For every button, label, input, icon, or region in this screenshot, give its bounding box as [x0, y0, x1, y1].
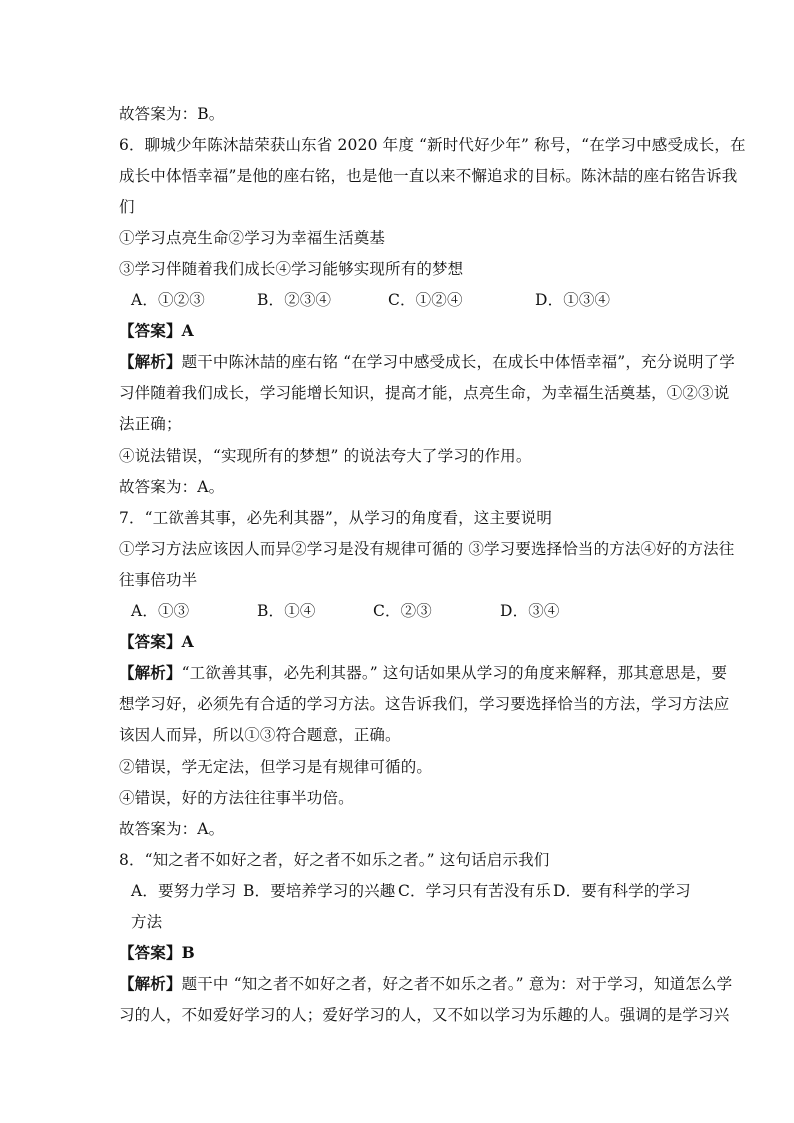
q7-statement-line-2: 往事倍功半 [119, 571, 198, 589]
q6-option-a: A．①②③ [131, 291, 205, 309]
q7-analysis-label: 【解析】 [119, 663, 182, 682]
q8-analysis-line-2: 习的人，不如爱好学习的人；爱好学习的人，又不如以学习为乐趣的人。强调的是学习兴 [119, 1006, 730, 1024]
q7-answer-label: 【答案】 [119, 632, 182, 651]
q6-analysis-label: 【解析】 [119, 352, 182, 371]
q7-statement-line-1: ①学习方法应该因人而异②学习是没有规律可循的 ③学习要选择恰当的方法④好的方法往 [119, 540, 735, 558]
q6-analysis-line-3: 法正确； [119, 415, 182, 433]
q6-stem-line-3: 们 [119, 198, 135, 216]
q6-analysis-line-4: ④说法错误，“实现所有的梦想” 的说法夸大了学习的作用。 [119, 447, 532, 465]
q7-answer [119, 632, 679, 652]
q8-options [119, 881, 691, 901]
q7-analysis-line-4: ②错误，学无定法，但学习是有规律可循的。 [119, 758, 433, 776]
q6-options [119, 290, 679, 310]
q8-answer [119, 943, 679, 963]
q8-stem-line-1: 8．“知之者不如好之者，好之者不如乐之者。” 这句话启示我们 [119, 851, 550, 869]
q6-option-b: B．②③④ [257, 291, 332, 309]
q7-option-a: A．①③ [131, 602, 190, 620]
q7-analysis-text-1: “工欲善其事，必先利其器。” 这句话如果从学习的角度来解释，那其意思是，要 [181, 664, 728, 682]
q7-analysis-line-3: 该因人而异，所以①③符合题意，正确。 [119, 726, 401, 744]
q6-statement-line-1: ①学习点亮生命②学习为幸福生活奠基 [119, 229, 386, 247]
q8-option-c: C．学习只有苦没有乐 [398, 882, 551, 900]
q8-analysis-label: 【解析】 [119, 974, 182, 993]
q6-option-c: C．①②④ [388, 291, 463, 309]
q7-analysis-line-5: ④错误，好的方法往往事半功倍。 [119, 789, 354, 807]
q7-option-b: B．①④ [257, 602, 316, 620]
q8-option-d-wrap [119, 912, 679, 932]
q6-analysis-text-1: 题干中陈沐喆的座右铭 “在学习中感受成长，在成长中体悟幸福”，充分说明了学 [181, 353, 735, 371]
q7-option-d: D．③④ [500, 602, 560, 620]
q6-final-answer: 故答案为：A。 [119, 478, 225, 496]
q5-final-answer: 故答案为：B。 [119, 105, 225, 123]
q6-answer-value: A [181, 321, 194, 340]
q8-analysis-line-1 [119, 974, 733, 994]
q8-answer-label: 【答案】 [119, 943, 182, 962]
q6-stem-line-1: 6．聊城少年陈沐喆荣获山东省 2020 年度 “新时代好少年” 称号，“在学习中感受成长，在 [119, 136, 746, 154]
q8-option-d: D．要有科学的学习 [553, 882, 691, 900]
q6-answer-label: 【答案】 [119, 321, 182, 340]
q7-analysis-line-1 [119, 663, 728, 683]
q7-options [119, 601, 679, 621]
q6-option-d: D．①③④ [535, 291, 611, 309]
q6-stem-line-2: 成长中体悟幸福”是他的座右铭，也是他一直以来不懈追求的目标。陈沐喆的座右铭告诉我 [119, 167, 738, 185]
q8-option-a: A．要努力学习 [131, 882, 237, 900]
q7-answer-value: A [181, 632, 194, 651]
q6-statement-line-2: ③学习伴随着我们成长④学习能够实现所有的梦想 [119, 260, 464, 278]
q8-option-d-continued: 方法 [131, 913, 163, 931]
q8-answer-value: B [181, 943, 195, 962]
q6-analysis-line-2: 习伴随着我们成长，学习能增长知识，提高才能，点亮生命，为幸福生活奠基，①②③说 [119, 384, 730, 402]
q7-option-c: C．②③ [373, 602, 432, 620]
q8-analysis-text-1: 题干中 “知之者不如好之者，好之者不如乐之者。” 意为：对于学习，知道怎么学 [181, 975, 733, 993]
q6-answer [119, 321, 679, 341]
q7-analysis-line-2: 想学习好，必须先有合适的学习方法。这告诉我们，学习要选择恰当的方法，学习方法应 [119, 695, 730, 713]
q7-final-answer: 故答案为：A。 [119, 820, 225, 838]
q8-option-b: B．要培养学习的兴趣 [243, 882, 396, 900]
q6-analysis-line-1 [119, 352, 735, 372]
q7-stem-line-1: 7．“工欲善其事，必先利其器”，从学习的角度看，这主要说明 [119, 509, 553, 527]
